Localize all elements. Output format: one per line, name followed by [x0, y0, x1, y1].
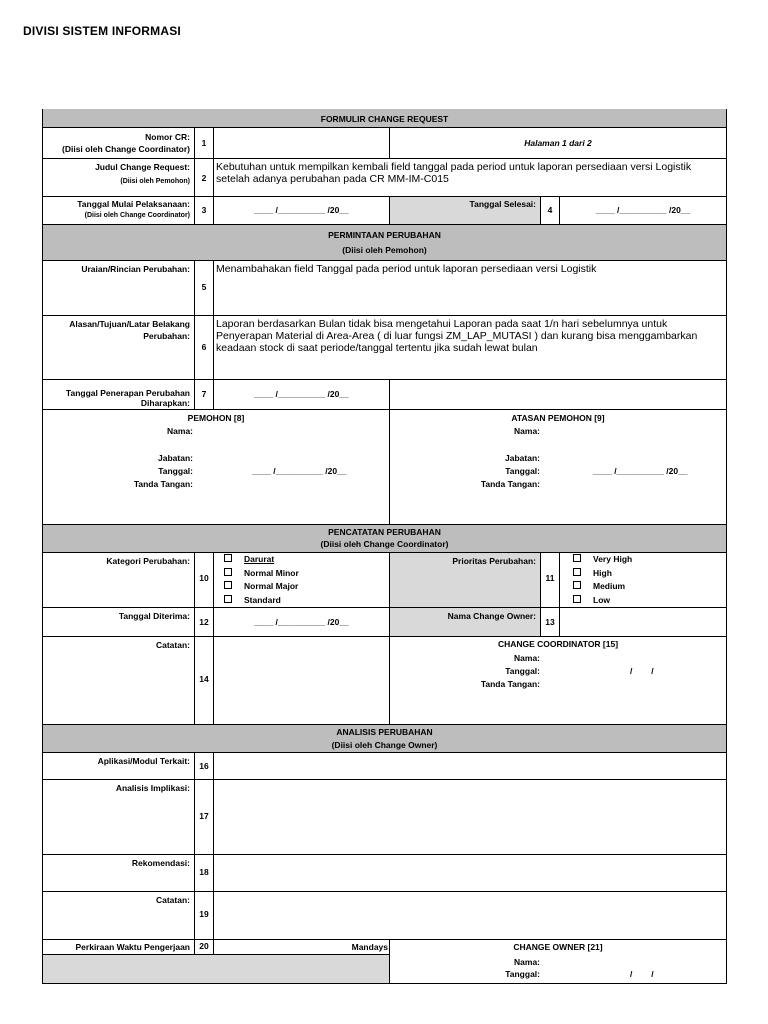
cr-title-label: Judul Change Request: — [95, 162, 190, 172]
field-number-11: 11 — [545, 573, 555, 583]
recommendation-label: Rekomendasi: — [131, 858, 190, 868]
checkbox-icon — [573, 554, 581, 562]
received-owner-row — [42, 608, 727, 637]
received-date-input[interactable]: ____ /__________ /20__ — [213, 607, 390, 637]
coordinator-date-input[interactable]: / / — [630, 666, 654, 676]
change-request-form — [42, 109, 727, 984]
category-priority-row — [42, 553, 727, 608]
priority-option-very-high[interactable]: Very High — [573, 553, 632, 567]
field-number-12: 12 — [199, 617, 209, 627]
owner-block — [389, 939, 727, 984]
priority-option-medium[interactable]: Medium — [573, 580, 625, 594]
checkbox-icon — [224, 581, 232, 589]
checkbox-icon — [224, 595, 232, 603]
page-indicator: Halaman 1 dari 2 — [524, 138, 592, 148]
notes2-row — [42, 892, 727, 940]
owner-title: CHANGE OWNER [21] — [513, 942, 603, 952]
notes-label: Catatan: — [155, 640, 190, 650]
notes2-label: Catatan: — [155, 895, 190, 905]
cr-number-row — [42, 128, 727, 159]
cr-title-input[interactable]: Kebutuhan untuk mempilkan kembali field tanggal pada period untuk laporan persediaan versi Logistik setelah adanya perubahan pada CR MM-IM-C015 — [213, 158, 727, 197]
description-label: Uraian/Rincian Perubahan: — [81, 264, 190, 274]
start-date-input[interactable]: ____ /__________ /20__ — [213, 196, 390, 225]
effort-unit: Mandays — [351, 942, 388, 952]
checkbox-icon — [573, 568, 581, 576]
field-number-10: 10 — [199, 573, 209, 583]
analysis-section-header — [42, 725, 727, 753]
category-label: Kategori Perubahan: — [106, 556, 190, 566]
priority-option-low[interactable]: Low — [573, 594, 610, 608]
request-section-header — [42, 225, 727, 261]
requester-date-label: Tanggal: — [158, 466, 193, 476]
checkbox-icon — [224, 568, 232, 576]
owner-date-input[interactable]: / / — [630, 969, 654, 979]
category-option-standard[interactable]: Standard — [224, 594, 281, 608]
checkbox-icon — [224, 554, 232, 562]
notes-input[interactable] — [213, 636, 390, 725]
description-row — [42, 261, 727, 316]
impact-input[interactable] — [213, 779, 727, 855]
form-title: FORMULIR CHANGE REQUEST — [320, 114, 449, 124]
apply-date-input[interactable]: ____ /__________ /20__ — [213, 379, 390, 410]
effort-input[interactable] — [213, 939, 390, 955]
notes-coordinator-row — [42, 637, 727, 725]
schedule-row — [42, 197, 727, 225]
recommendation-row — [42, 855, 727, 892]
priority-option-high[interactable]: High — [573, 567, 612, 581]
field-number-18: 18 — [199, 867, 209, 877]
apply-date-row — [42, 380, 727, 410]
request-section-subtitle: (Diisi oleh Pemohon) — [342, 245, 427, 255]
reason-label: Alasan/Tujuan/Latar Belakang Perubahan: — [69, 319, 190, 341]
requester-name-label: Nama: — [167, 426, 193, 436]
field-number-16: 16 — [199, 761, 209, 771]
cr-title-sublabel: (Diisi oleh Pemohon) — [120, 178, 190, 185]
category-option-normal-major[interactable]: Normal Major — [224, 580, 298, 594]
signature-row — [42, 410, 727, 525]
field-number-20: 20 — [199, 941, 209, 951]
field-number-1: 1 — [201, 138, 207, 148]
start-date-label: Tanggal Mulai Pelaksanaan: — [77, 199, 190, 209]
app-module-row — [42, 753, 727, 780]
requester-title: PEMOHON [8] — [187, 413, 245, 423]
cr-number-input[interactable] — [213, 127, 390, 159]
effort-label: Perkiraan Waktu Pengerjaan — [75, 942, 190, 952]
coordinator-block — [389, 636, 727, 725]
start-date-sublabel: (Diisi oleh Change Coordinator) — [84, 212, 190, 219]
division-title: DIVISI SISTEM INFORMASI — [23, 24, 181, 38]
field-number-2: 2 — [201, 173, 207, 183]
analysis-section-subtitle: (Diisi oleh Change Owner) — [331, 740, 438, 750]
supervisor-position-label: Jabatan: — [505, 453, 540, 463]
checkbox-icon — [573, 595, 581, 603]
coordinator-title: CHANGE COORDINATOR [15] — [497, 639, 619, 649]
requester-signature-label: Tanda Tangan: — [133, 479, 193, 489]
record-section-title: PENCATATAN PERUBAHAN — [328, 527, 441, 537]
checkbox-icon — [573, 581, 581, 589]
field-number-3: 3 — [201, 205, 207, 215]
change-owner-name-input[interactable] — [559, 607, 727, 637]
supervisor-block — [389, 409, 727, 525]
field-number-17: 17 — [199, 811, 209, 821]
supervisor-title: ATASAN PEMOHON [9] — [511, 413, 605, 423]
analysis-section-title: ANALISIS PERUBAHAN — [336, 727, 433, 737]
coordinator-date-label: Tanggal: — [505, 666, 540, 676]
received-date-label: Tanggal Diterima: — [118, 611, 190, 621]
form-title-row — [42, 109, 727, 128]
supervisor-signature-label: Tanda Tangan: — [480, 479, 540, 489]
change-owner-name-label: Nama Change Owner: — [447, 611, 536, 621]
request-section-title: PERMINTAAN PERUBAHAN — [328, 230, 441, 240]
field-number-5: 5 — [201, 282, 207, 292]
owner-name-label: Nama: — [514, 957, 540, 967]
field-number-7: 7 — [201, 389, 207, 399]
end-date-label: Tanggal Selesai: — [469, 199, 536, 209]
app-module-input[interactable] — [213, 752, 727, 780]
coordinator-signature-label: Tanda Tangan: — [480, 679, 540, 689]
cr-number-sublabel: (Diisi oleh Change Coordinator) — [62, 144, 190, 154]
field-number-4: 4 — [547, 205, 553, 215]
record-section-subtitle: (Diisi oleh Change Coordinator) — [320, 539, 449, 549]
reason-row — [42, 316, 727, 380]
priority-label: Prioritas Perubahan: — [452, 556, 536, 566]
recommendation-input[interactable] — [213, 854, 727, 892]
priority-options — [559, 552, 727, 608]
notes2-input[interactable] — [213, 891, 727, 940]
apply-date-label: Tanggal Penerapan Perubahan Diharapkan: — [65, 388, 190, 408]
requester-block — [42, 409, 390, 525]
category-option-normal-minor[interactable]: Normal Minor — [224, 567, 299, 581]
coordinator-name-label: Nama: — [514, 653, 540, 663]
supervisor-date-label: Tanggal: — [505, 466, 540, 476]
category-option-darurat[interactable]: Darurat — [224, 553, 274, 567]
field-number-6: 6 — [201, 342, 207, 352]
cr-title-row — [42, 159, 727, 197]
reason-input[interactable]: Laporan berdasarkan Bulan tidak bisa mengetahui Laporan pada saat 1/n hari sebelumnya untuk Penyerapan Material di Area-Area ( di luar fungsi ZM_LAP_MUTASI ) dan kurang bisa menggambarkan keadaan stock di saat periode/tanggal tertentu jika sudah lewat bulan — [213, 315, 727, 380]
description-input[interactable]: Menambahakan field Tanggal pada period untuk laporan persediaan versi Logistik — [213, 260, 727, 316]
field-number-13: 13 — [545, 617, 555, 627]
requester-date-input[interactable]: ____ /__________ /20__ — [252, 466, 347, 476]
field-number-14: 14 — [199, 674, 209, 684]
category-options — [213, 552, 390, 608]
owner-date-label: Tanggal: — [505, 969, 540, 979]
record-section-header — [42, 525, 727, 553]
effort-owner-row — [42, 940, 727, 984]
requester-position-label: Jabatan: — [158, 453, 193, 463]
impact-label: Analisis Implikasi: — [115, 783, 190, 793]
app-module-label: Aplikasi/Modul Terkait: — [97, 756, 190, 766]
supervisor-name-label: Nama: — [514, 426, 540, 436]
supervisor-date-input[interactable]: ____ /__________ /20__ — [593, 466, 688, 476]
field-number-19: 19 — [199, 909, 209, 919]
impact-row — [42, 780, 727, 855]
cr-number-label: Nomor CR: — [145, 132, 190, 142]
end-date-input[interactable]: ____ /__________ /20__ — [559, 196, 727, 225]
